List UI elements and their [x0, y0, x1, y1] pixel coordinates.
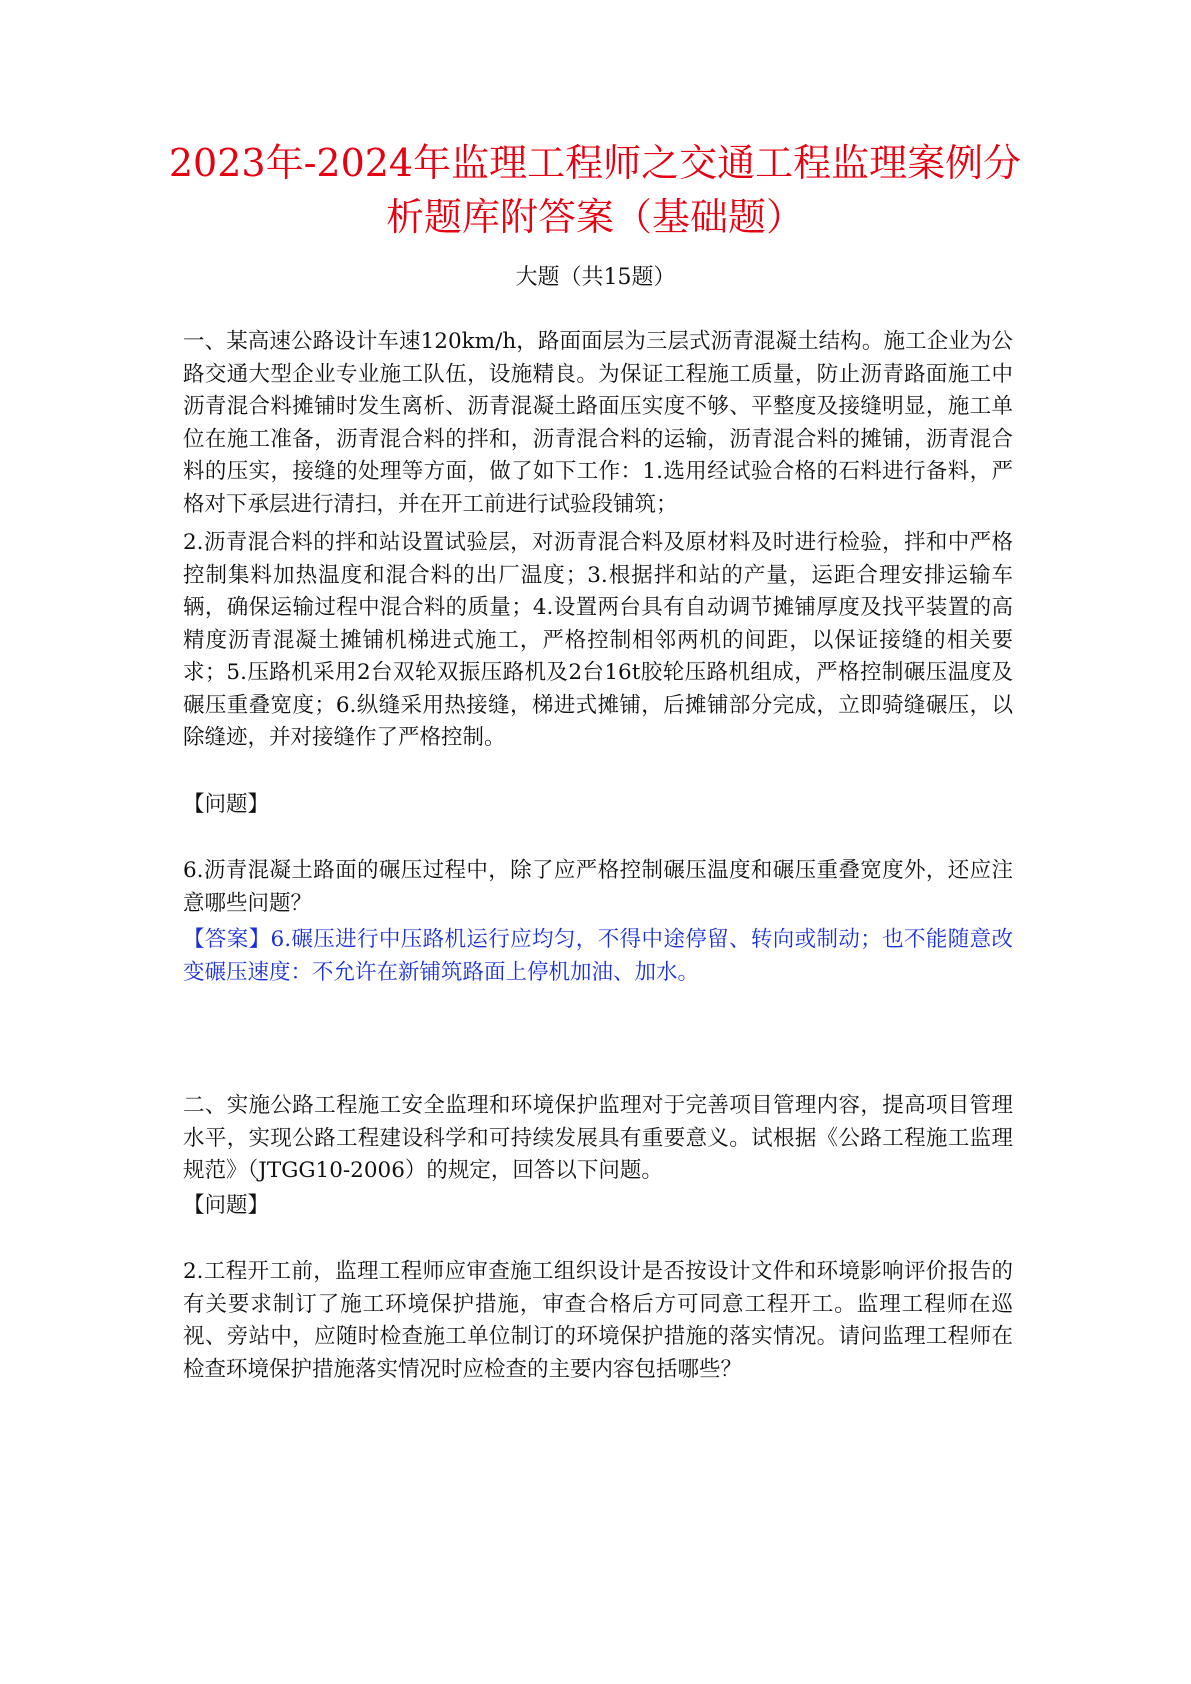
- question-1-label: 【问题】: [183, 792, 270, 817]
- question-2-label: 【问题】: [183, 1193, 270, 1218]
- question-1-stem-part2: 2.沥青混合料的拌和站设置试验层，对沥青混合料及原材料及时进行检验，拌和中严格控制集料加热温度和混合料的出厂温度；3.根据拌和站的产量，运距合理安排运输车辆，确保运输过程中混合料的质量；4.设置两台具有自动调节摊铺厚度及找平装置的高精度沥青混凝土摊铺机梯进式施工，严格控制相邻两机的间距，以保证接缝的相关要求；5.压路机采用2台双轮双振压路机及2台16t胶轮压路机组成，严格控制碾压温度及碾压重叠宽度；6.纵缝采用热接缝，梯进式摊铺，后摊铺部分完成，立即骑缝碾压，以除缝迹，并对接缝作了严格控制。: [183, 530, 1013, 750]
- question-2-stem: 二、实施公路工程施工安全监理和环境保护监理对于完善项目管理内容，提高项目管理水平，实现公路工程建设科学和可持续发展具有重要意义。试根据《公路工程施工监理规范》（JTGG10-2006）的规定，回答以下问题。: [183, 1093, 1013, 1183]
- question-1-answer: 【答案】6.碾压进行中压路机运行应均匀，不得中途停留、转向或制动；也不能随意改变碾压速度：不允许在新铺筑路面上停机加油、加水。: [183, 927, 1013, 985]
- question-2-text: 2.工程开工前，监理工程师应审查施工组织设计是否按设计文件和环境影响评价报告的有关要求制订了施工环境保护措施，审查合格后方可同意工程开工。监理工程师在巡视、旁站中，应随时检查施工单位制订的环境保护措施的落实情况。请问监理工程师在检查环境保护措施落实情况时应检查的主要内容包括哪些？: [183, 1259, 1013, 1382]
- document-title: 2023年-2024年监理工程师之交通工程监理案例分析题库附答案（基础题）: [168, 141, 1022, 239]
- question-1-text: 6.沥青混凝土路面的碾压过程中，除了应严格控制碾压温度和碾压重叠宽度外，还应注意哪些问题？: [183, 858, 1013, 916]
- section-heading: 大题（共15题）: [515, 265, 676, 290]
- question-1-stem-part1: 一、某高速公路设计车速120km/h，路面面层为三层式沥青混凝土结构。施工企业为公路交通大型企业专业施工队伍，设施精良。为保证工程施工质量，防止沥青路面施工中沥青混合料摊铺时发生离析、沥青混凝土路面压实度不够、平整度及接缝明显，施工单位在施工准备，沥青混合料的拌和，沥青混合料的运输，沥青混合料的摊铺，沥青混合料的压实，接缝的处理等方面，做了如下工作：1.选用经试验合格的石料进行备料，严格对下承层进行清扫，并在开工前进行试验段铺筑；: [183, 329, 1013, 517]
